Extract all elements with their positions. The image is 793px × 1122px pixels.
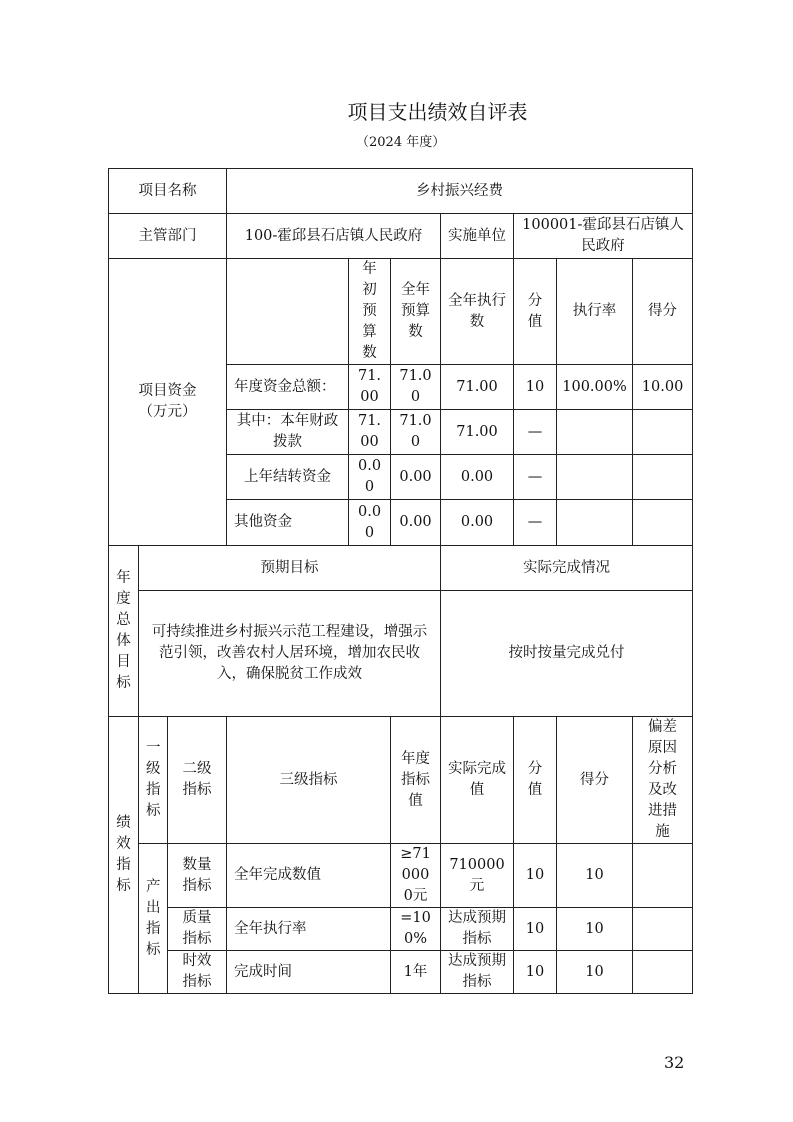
funds-cell: 71.00 bbox=[391, 410, 441, 455]
funds-cell: 10.00 bbox=[633, 365, 693, 410]
perf-cell: 达成预期指标 bbox=[441, 908, 514, 951]
funds-header: 分值 bbox=[514, 259, 557, 365]
perf-cell: 10 bbox=[557, 844, 633, 908]
page-title: 项目支出绩效自评表 bbox=[347, 100, 528, 124]
perf-header: 一级指标 bbox=[139, 717, 168, 844]
funds-cell bbox=[557, 455, 633, 500]
perf-header: 偏差原因分析及改进措施 bbox=[633, 717, 693, 844]
unit-label: 实施单位 bbox=[441, 214, 514, 259]
page-subtitle: （2024 年度） bbox=[356, 135, 446, 150]
perf-row bbox=[109, 951, 693, 994]
funds-cell: 71.00 bbox=[441, 365, 514, 410]
funds-cell: 100.00% bbox=[557, 365, 633, 410]
project-name-row bbox=[109, 169, 693, 214]
funds-cell: 71.00 bbox=[391, 365, 441, 410]
page-number: 32 bbox=[664, 1053, 685, 1072]
funds-header: 全年执行数 bbox=[441, 259, 514, 365]
perf-header: 年度指标值 bbox=[391, 717, 441, 844]
perf-header: 实际完成值 bbox=[441, 717, 514, 844]
funds-header: 执行率 bbox=[557, 259, 633, 365]
funds-header: 得分 bbox=[633, 259, 693, 365]
perf-cell: ≥710000元 bbox=[391, 844, 441, 908]
funds-cell: 71.00 bbox=[441, 410, 514, 455]
goal-actual-label: 实际完成情况 bbox=[441, 546, 693, 591]
funds-cell: 10 bbox=[514, 365, 557, 410]
perf-label: 绩效指标 bbox=[109, 717, 139, 994]
perf-cell: 质量指标 bbox=[168, 908, 227, 951]
perf-cell: 710000元 bbox=[441, 844, 514, 908]
funds-cell: 0.00 bbox=[391, 455, 441, 500]
funds-label: 项目资金（万元） bbox=[109, 259, 227, 546]
dept-row bbox=[109, 214, 693, 259]
perf-row bbox=[109, 908, 693, 951]
perf-cell bbox=[633, 844, 693, 908]
goal-label: 年度总体目标 bbox=[109, 546, 139, 717]
perf-cell: 达成预期指标 bbox=[441, 951, 514, 994]
unit: 100001-霍邱县石店镇人民政府 bbox=[514, 214, 693, 259]
funds-cell bbox=[557, 500, 633, 546]
perf-cell: 全年完成数值 bbox=[227, 844, 391, 908]
perf-header: 得分 bbox=[557, 717, 633, 844]
perf-cell: =100% bbox=[391, 908, 441, 951]
project-name-label: 项目名称 bbox=[109, 169, 227, 214]
perf-cell: 数量指标 bbox=[168, 844, 227, 908]
dept: 100-霍邱县石店镇人民政府 bbox=[227, 214, 441, 259]
funds-cell: 71.00 bbox=[349, 365, 391, 410]
funds-cell: 0.00 bbox=[391, 500, 441, 546]
perf-cell: 1年 bbox=[391, 951, 441, 994]
funds-cell: — bbox=[514, 500, 557, 546]
funds-cell: 0.00 bbox=[441, 500, 514, 546]
funds-cell bbox=[633, 455, 693, 500]
goal-expected: 可持续推进乡村振兴示范工程建设，增强示范引领，改善农村人居环境，增加农民收入，确保脱贫工作成效 bbox=[139, 591, 441, 717]
perf-header: 二级指标 bbox=[168, 717, 227, 844]
dept-label: 主管部门 bbox=[109, 214, 227, 259]
funds-header-row bbox=[109, 259, 693, 365]
perf-header: 三级指标 bbox=[227, 717, 391, 844]
funds-cell bbox=[633, 500, 693, 546]
funds-cell: — bbox=[514, 455, 557, 500]
funds-header: 年初预算数 bbox=[349, 259, 391, 365]
funds-cell: 0.00 bbox=[349, 500, 391, 546]
funds-cell: 上年结转资金 bbox=[227, 455, 349, 500]
funds-cell: 其中：本年财政拨款 bbox=[227, 410, 349, 455]
perf-header: 分值 bbox=[514, 717, 557, 844]
goal-actual: 按时按量完成兑付 bbox=[441, 591, 693, 717]
perf-header-row bbox=[109, 717, 693, 844]
perf-cell: 时效指标 bbox=[168, 951, 227, 994]
perf-cell: 完成时间 bbox=[227, 951, 391, 994]
funds-cell bbox=[557, 410, 633, 455]
goal-header-row bbox=[109, 546, 693, 591]
perf-cell bbox=[633, 951, 693, 994]
perf-cell: 全年执行率 bbox=[227, 908, 391, 951]
perf-cell bbox=[633, 908, 693, 951]
funds-header: 全年预算数 bbox=[391, 259, 441, 365]
perf-level1: 产出指标 bbox=[139, 844, 168, 994]
funds-cell bbox=[633, 410, 693, 455]
funds-cell: 0.00 bbox=[441, 455, 514, 500]
goal-expected-label: 预期目标 bbox=[139, 546, 441, 591]
project-name: 乡村振兴经费 bbox=[227, 169, 693, 214]
funds-cell: — bbox=[514, 410, 557, 455]
goal-row bbox=[109, 591, 693, 717]
perf-cell: 10 bbox=[557, 908, 633, 951]
self-evaluation-table bbox=[108, 168, 693, 994]
funds-cell: 其他资金 bbox=[227, 500, 349, 546]
perf-cell: 10 bbox=[514, 908, 557, 951]
funds-header bbox=[227, 259, 349, 365]
perf-cell: 10 bbox=[514, 844, 557, 908]
perf-cell: 10 bbox=[514, 951, 557, 994]
funds-cell: 71.00 bbox=[349, 410, 391, 455]
perf-cell: 10 bbox=[557, 951, 633, 994]
funds-cell: 0.00 bbox=[349, 455, 391, 500]
funds-cell: 年度资金总额： bbox=[227, 365, 349, 410]
perf-row bbox=[109, 844, 693, 908]
